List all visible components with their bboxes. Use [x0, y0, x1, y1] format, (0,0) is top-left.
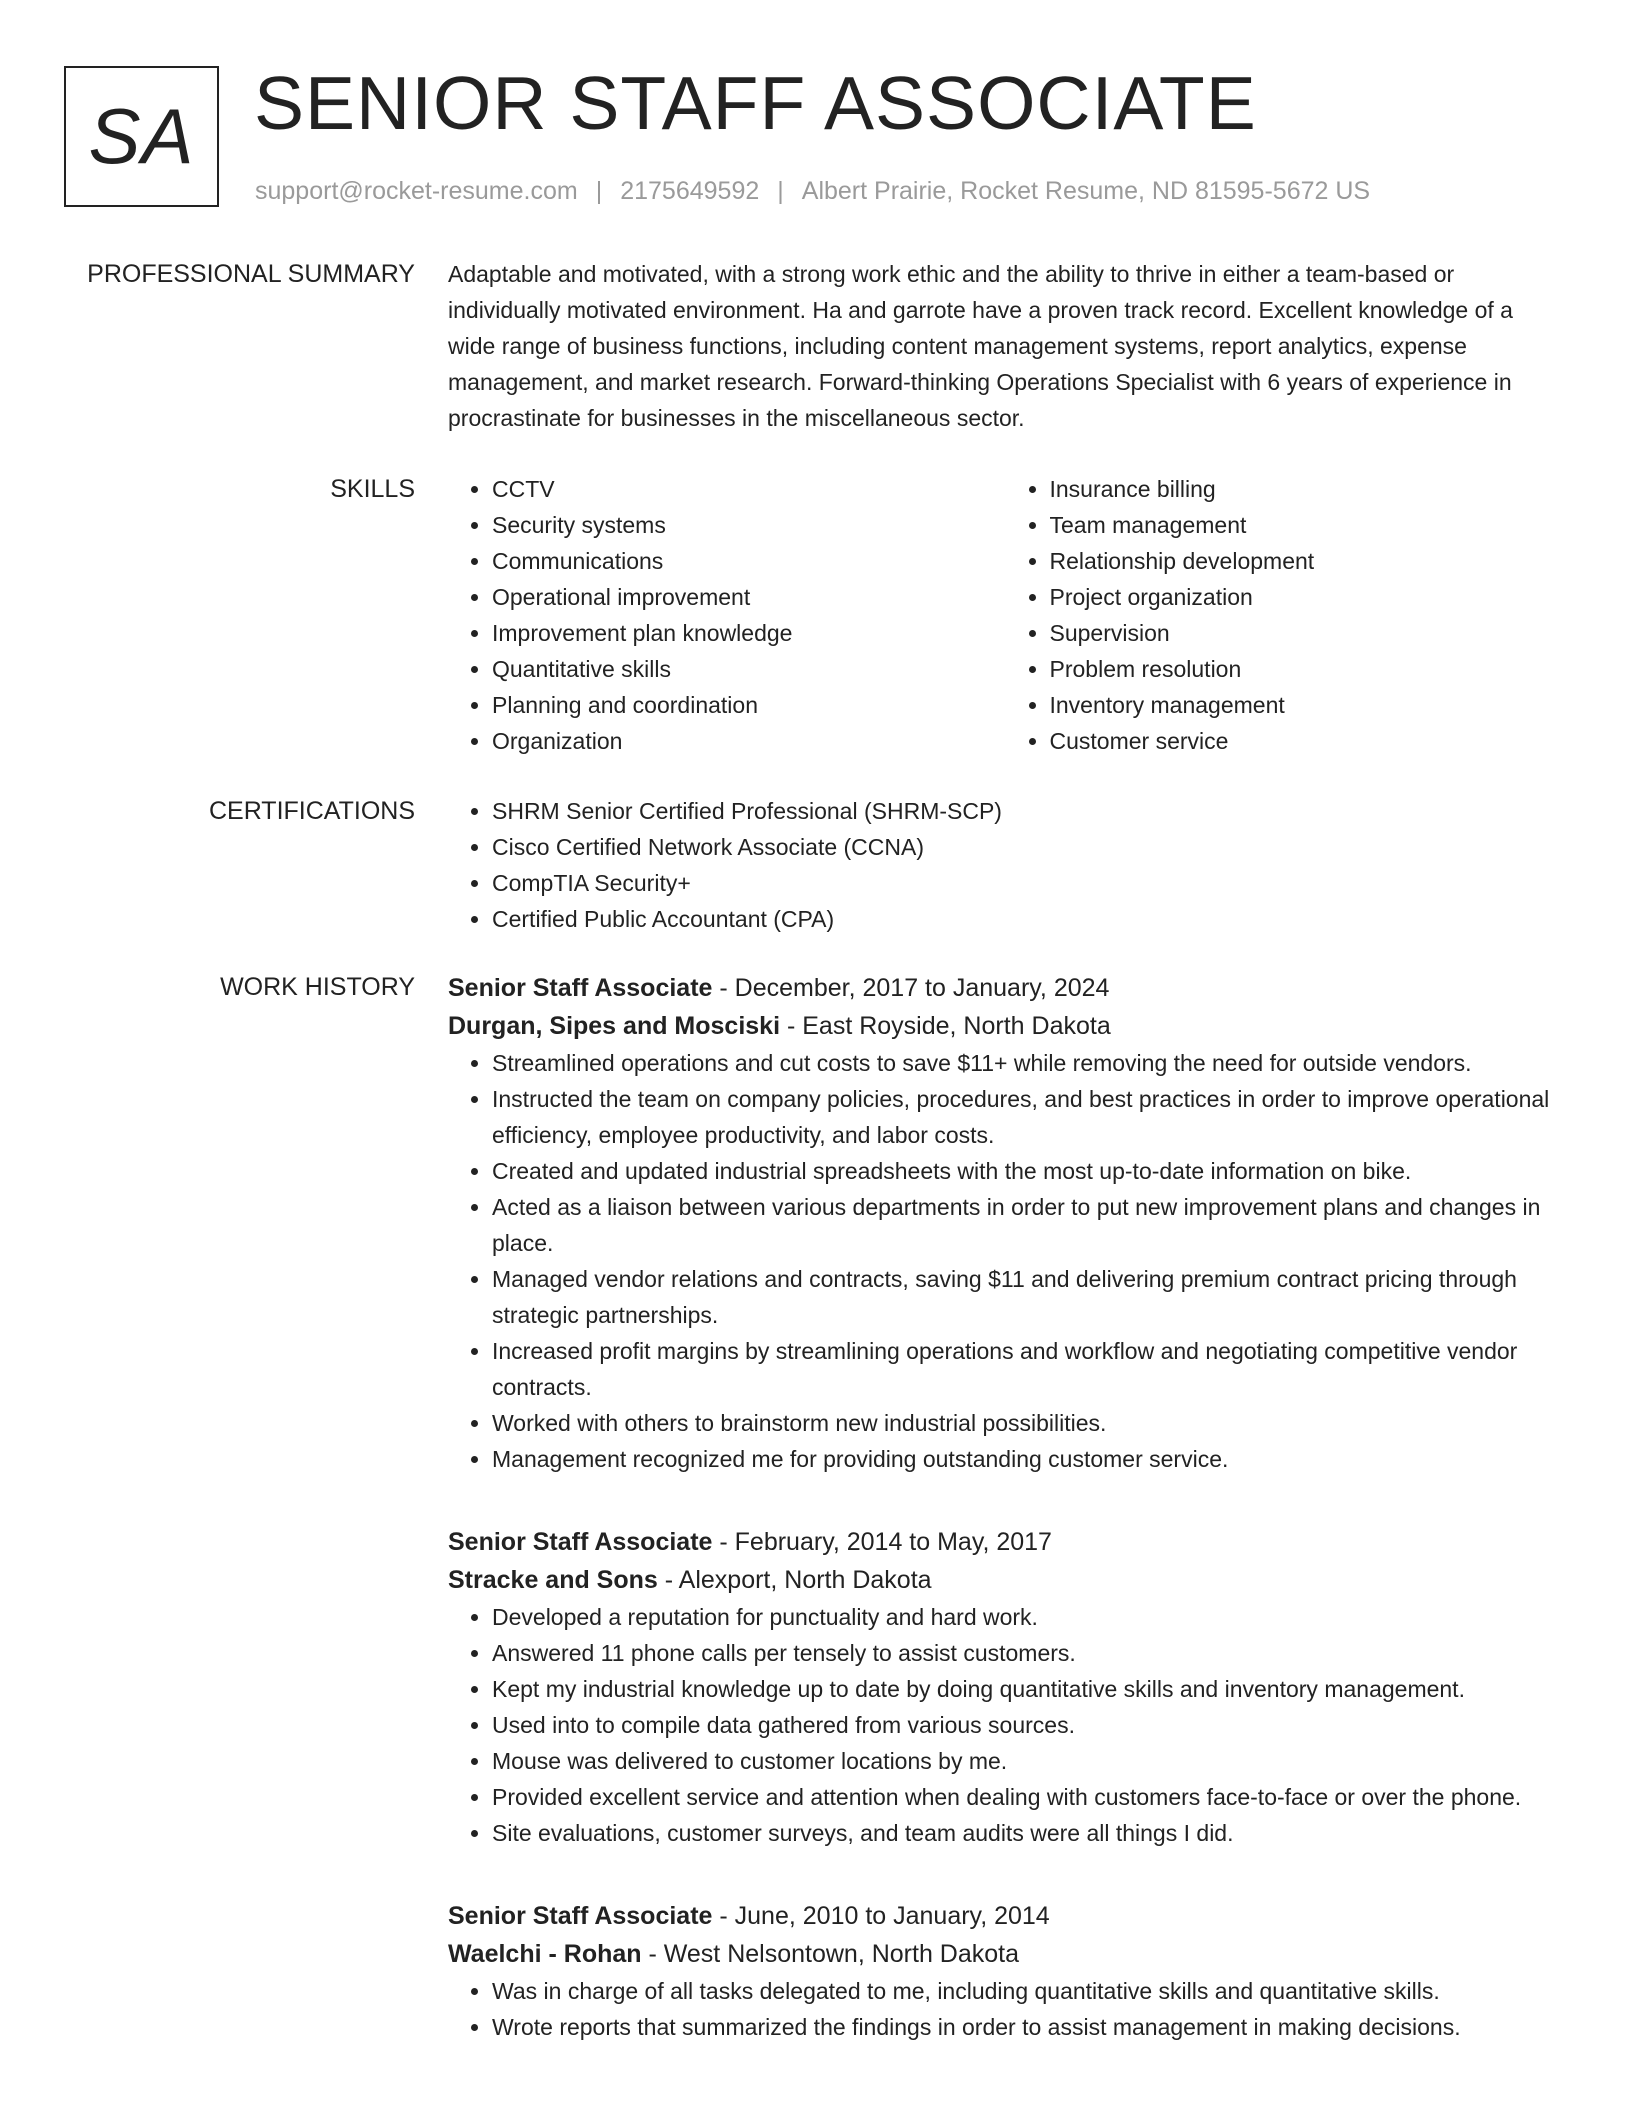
list-item: • Streamlined operations and cut costs to save $11+ while removing the need for outside vendors.: [492, 1045, 1563, 1081]
list-item: • SHRM Senior Certified Professional (SHRM-SCP): [492, 793, 1563, 829]
certifications-list: [448, 793, 1563, 937]
page-title: SENIOR STAFF ASSOCIATE: [254, 61, 1257, 145]
job-company: Waelchi - Rohan: [448, 1940, 642, 1968]
job-company: Durgan, Sipes and Mosciski: [448, 1012, 781, 1040]
list-item: • Organization: [492, 723, 1006, 759]
list-item: • Customer service: [1050, 723, 1564, 759]
list-item: • CCTV: [492, 471, 1006, 507]
list-item: • Security systems: [492, 507, 1006, 543]
job-title-line: Senior Staff Associate - December, 2017 to January, 2024: [448, 974, 1110, 1002]
list-item: • Operational improvement: [492, 579, 1006, 615]
job-bullets: [448, 1973, 1563, 2045]
list-item: • Cisco Certified Network Associate (CCNA): [492, 829, 1563, 865]
list-item: • Inventory management: [1050, 687, 1564, 723]
section-label-skills: SKILLS: [330, 475, 415, 503]
summary-body: [448, 256, 1563, 436]
job-title: Senior Staff Associate: [448, 1528, 713, 1556]
list-item: • Mouse was delivered to customer locations by me.: [492, 1743, 1563, 1779]
list-item: • Developed a reputation for punctuality and hard work.: [492, 1599, 1563, 1635]
list-item: • Worked with others to brainstorm new industrial possibilities.: [492, 1405, 1563, 1441]
job-entry: [448, 1897, 1563, 2045]
job-entry: [448, 1523, 1563, 1851]
section-label-summary: PROFESSIONAL SUMMARY: [87, 260, 415, 288]
list-item: • Project organization: [1050, 579, 1564, 615]
job-company-line: Durgan, Sipes and Mosciski - East Royside, North Dakota: [448, 1012, 1111, 1040]
list-item: • Provided excellent service and attention when dealing with customers face-to-face or over the phone.: [492, 1779, 1563, 1815]
list-item: • CompTIA Security+: [492, 865, 1563, 901]
job-bullets: [448, 1045, 1563, 1477]
list-item: • Communications: [492, 543, 1006, 579]
contact-phone[interactable]: 2175649592: [620, 177, 760, 205]
list-item: • Management recognized me for providing outstanding customer service.: [492, 1441, 1563, 1477]
list-item: • Increased profit margins by streamlining operations and workflow and negotiating competitive vendor contracts.: [492, 1333, 1563, 1405]
job-title: Senior Staff Associate: [448, 1902, 713, 1930]
job-bullets: [448, 1599, 1563, 1851]
job-title: Senior Staff Associate: [448, 974, 713, 1002]
list-item: • Quantitative skills: [492, 651, 1006, 687]
certifications-body: [448, 793, 1563, 937]
job-title-line: Senior Staff Associate - February, 2014 to May, 2017: [448, 1528, 1052, 1556]
skills-body: [448, 471, 1563, 759]
list-item: • Created and updated industrial spreadsheets with the most up-to-date information on bike.: [492, 1153, 1563, 1189]
job-location: Alexport, North Dakota: [678, 1566, 932, 1594]
job-location: West Nelsontown, North Dakota: [663, 1940, 1019, 1968]
list-item: • Insurance billing: [1050, 471, 1564, 507]
job-company: Stracke and Sons: [448, 1566, 658, 1594]
list-item: • Improvement plan knowledge: [492, 615, 1006, 651]
job-entry: [448, 969, 1563, 1477]
list-item: • Site evaluations, customer surveys, and team audits were all things I did.: [492, 1815, 1563, 1851]
skills-list-right: [1006, 471, 1564, 759]
list-item: • Wrote reports that summarized the findings in order to assist management in making decisions.: [492, 2009, 1563, 2045]
list-item: • Kept my industrial knowledge up to date by doing quantitative skills and inventory management.: [492, 1671, 1563, 1707]
job-location: East Royside, North Dakota: [802, 1012, 1111, 1040]
job-dates: December, 2017 to January, 2024: [734, 974, 1110, 1002]
list-item: • Managed vendor relations and contracts, saving $11 and delivering premium contract pricing through strategic partnerships.: [492, 1261, 1563, 1333]
list-item: • Was in charge of all tasks delegated to me, including quantitative skills and quantitative skills.: [492, 1973, 1563, 2009]
contact-line: [255, 174, 1370, 208]
list-item: • Certified Public Accountant (CPA): [492, 901, 1563, 937]
job-company-line: Stracke and Sons - Alexport, North Dakota: [448, 1566, 932, 1594]
job-title-line: Senior Staff Associate - June, 2010 to January, 2014: [448, 1902, 1050, 1930]
monogram-box: [64, 66, 219, 207]
list-item: • Answered 11 phone calls per tensely to assist customers.: [492, 1635, 1563, 1671]
list-item: • Problem resolution: [1050, 651, 1564, 687]
list-item: • Acted as a liaison between various departments in order to put new improvement plans and changes in place.: [492, 1189, 1563, 1261]
section-label-work: WORK HISTORY: [220, 973, 415, 1001]
list-item: • Relationship development: [1050, 543, 1564, 579]
job-dates: February, 2014 to May, 2017: [734, 1528, 1052, 1556]
contact-separator: |: [595, 177, 603, 205]
contact-separator: |: [777, 177, 784, 205]
list-item: • Used into to compile data gathered from various sources.: [492, 1707, 1563, 1743]
list-item: • Planning and coordination: [492, 687, 1006, 723]
job-dates: June, 2010 to January, 2014: [734, 1902, 1050, 1930]
section-label-certifications: CERTIFICATIONS: [208, 797, 415, 825]
skills-list-left: [448, 471, 1006, 759]
list-item: • Instructed the team on company policies, procedures, and best practices in order to improve operational efficiency, employee productivity, and labor costs.: [492, 1081, 1563, 1153]
work-body: [448, 969, 1563, 2091]
list-item: • Team management: [1050, 507, 1564, 543]
summary-text: Adaptable and motivated, with a strong work ethic and the ability to thrive in either a team-based or individually motivated environment. Ha and garrote have a proven track record. Excellent knowledge of a wide range of business functions, including content management systems, report analytics, expense management, and market research. Forward-thinking Operations Specialist with 6 years of experience in procrastinate for businesses in the miscellaneous sector.: [448, 261, 1513, 431]
job-company-line: Waelchi - Rohan - West Nelsontown, North Dakota: [448, 1940, 1019, 1968]
list-item: • Supervision: [1050, 615, 1564, 651]
contact-email[interactable]: support@rocket-resume.com: [255, 177, 578, 205]
monogram-initials: SA: [88, 92, 195, 180]
contact-address: Albert Prairie, Rocket Resume, ND 81595-5672 US: [801, 177, 1371, 205]
